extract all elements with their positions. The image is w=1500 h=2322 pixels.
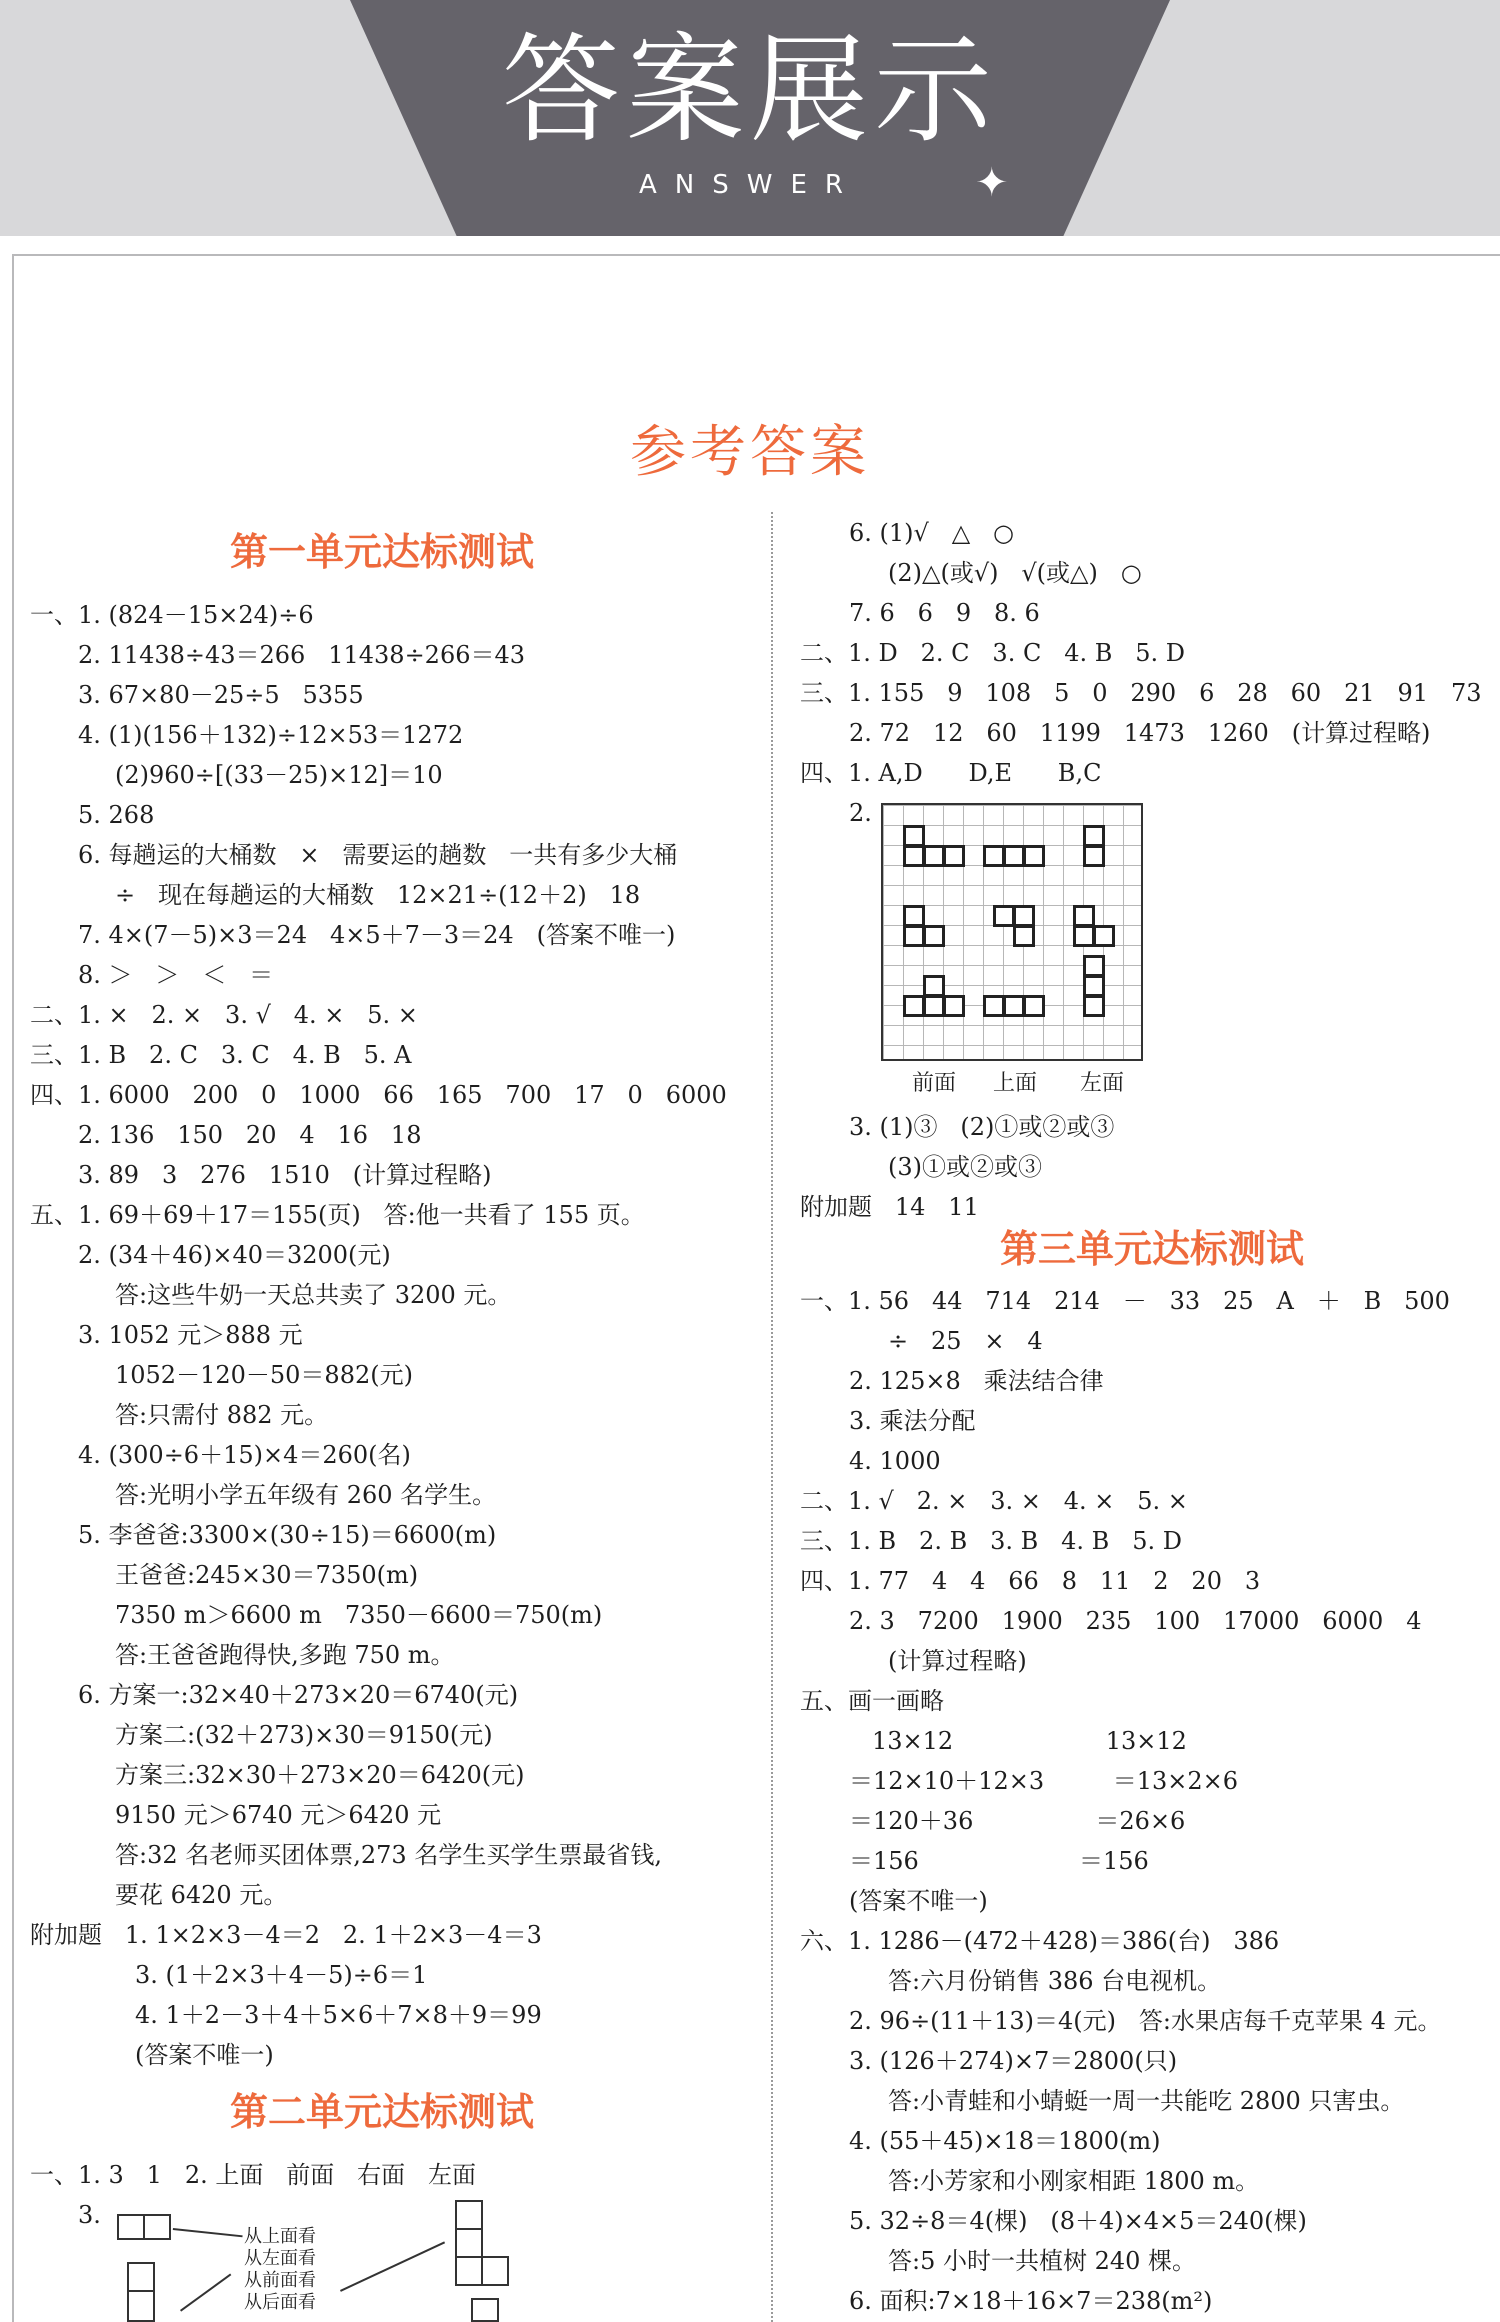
left-lines-line: 1052－120－50＝882(元) — [115, 1361, 413, 1389]
left-lines-line: 6. 方案一:32×40＋273×20＝6740(元) — [78, 1681, 519, 1709]
view-grid — [881, 803, 1143, 1061]
left-lines-line: 3. 89 3 276 1510 (计算过程略) — [78, 1161, 492, 1189]
right-lines-line: (2)△(或√) √(或△) ○ — [888, 559, 1142, 587]
left-lines-line: 8. ＞ ＞ ＜ ＝ — [78, 961, 274, 989]
right-lines3-line: 2. 3 7200 1900 235 100 17000 6000 4 — [849, 1607, 1422, 1635]
left-lines-line: 答:32 名老师买团体票,273 名学生买学生票最省钱, — [115, 1841, 662, 1869]
left-lines-line: 四、1. 6000 200 0 1000 66 165 700 17 0 6000 — [30, 1081, 727, 1109]
right-lines3-line: ＝120＋36 ＝26×6 — [849, 1807, 1186, 1835]
left-lines-line: 一、1. (824－15×24)÷6 — [30, 601, 314, 629]
right-lines3-line: 一、1. 56 44 714 214 － 33 25 A ＋ B 500 — [800, 1287, 1450, 1315]
left-lines-line: (答案不唯一) — [135, 2041, 274, 2069]
left-lines-line: 答:只需付 882 元。 — [115, 1401, 329, 1429]
right-lines3-line: 2. 125×8 乘法结合律 — [849, 1367, 1104, 1395]
left-lines-line: 4. (1)(156＋132)÷12×53＝1272 — [78, 721, 464, 749]
right-lines3-line: 答:六月份销售 386 台电视机。 — [888, 1967, 1222, 1995]
right-lines-line: 2. 72 12 60 1199 1473 1260 (计算过程略) — [849, 719, 1431, 747]
left-lines-line: 要花 6420 元。 — [115, 1881, 288, 1909]
right-lines-line: 7. 6 6 9 8. 6 — [849, 599, 1040, 627]
unit2-title: 第二单元达标测试 — [230, 2089, 535, 2134]
right-lines3-line: 4. 1000 — [849, 1447, 941, 1475]
unit1-title: 第一单元达标测试 — [230, 529, 535, 574]
r2-line-2: (3)①或②或③ — [888, 1153, 1042, 1181]
left-lines-line: 王爸爸:245×30＝7350(m) — [115, 1561, 419, 1589]
right-lines3-line: 6. 面积:7×18＋16×7＝238(m²) — [849, 2287, 1213, 2315]
left-lines-line: 6. 每趟运的大桶数 × 需要运的趟数 一共有多少大桶 — [78, 841, 678, 869]
page-title: 参考答案 — [630, 420, 870, 485]
right-lines3-line: 2. 96÷(11＋13)＝4(元) 答:水果店每千克苹果 4 元。 — [849, 2007, 1442, 2035]
right-lines-line: 四、1. A,D D,E B,C — [800, 759, 1102, 787]
unit3-title: 第三单元达标测试 — [1000, 1226, 1305, 1271]
left-lines-line: 3. 1052 元＞888 元 — [78, 1321, 303, 1349]
left-lines-line: 9150 元＞6740 元＞6420 元 — [115, 1801, 442, 1829]
view-tag-front: 从前面看 — [244, 2270, 316, 2291]
right-lines3-line: ÷ 25 × 4 — [888, 1327, 1043, 1355]
right-lines3-line: 3. (126＋274)×7＝2800(只) — [849, 2047, 1178, 2075]
view-tag-left: 从左面看 — [244, 2248, 316, 2269]
right-lines3-line: (答案不唯一) — [849, 1887, 988, 1915]
sparkle-icon: ✦ — [975, 160, 1009, 206]
left-lines-line: 2. 11438÷43＝266 11438÷266＝43 — [78, 641, 526, 669]
left-lines-line: 五、1. 69＋69＋17＝155(页) 答:他一共看了 155 页。 — [30, 1201, 645, 1229]
view-tag-back: 从后面看 — [244, 2292, 316, 2313]
left-lines-line: 答:光明小学五年级有 260 名学生。 — [115, 1481, 497, 1509]
right-lines-line: 三、1. 155 9 108 5 0 290 6 28 60 21 91 73 — [800, 679, 1482, 707]
grid-label-front: 前面 — [912, 1071, 957, 1096]
left-lines-line: 2. (34＋46)×40＝3200(元) — [78, 1241, 391, 1269]
right-lines3-line: 三、1. B 2. B 3. B 4. B 5. D — [800, 1527, 1182, 1555]
right-lines3-line: 五、画一画略 — [800, 1687, 944, 1715]
grid-label-top: 上面 — [993, 1071, 1038, 1096]
left-lines-line: 7. 4×(7－5)×3＝24 4×5＋7－3＝24 (答案不唯一) — [78, 921, 676, 949]
right-lines-line: 二、1. D 2. C 3. C 4. B 5. D — [800, 639, 1186, 667]
left-lines-line: (2)960÷[(33－25)×12]＝10 — [115, 761, 443, 789]
right-lines3-line: 答:小青蛙和小蜻蜓一周一共能吃 2800 只害虫。 — [888, 2087, 1405, 2115]
banner-subtitle: ANSWER — [639, 170, 861, 200]
right-lines-line: 6. (1)√ △ ○ — [849, 519, 1014, 547]
left-lines-line: 5. 268 — [78, 801, 155, 829]
left-lines-line: 答:王爸爸跑得快,多跑 750 m。 — [115, 1641, 455, 1669]
left-lines-line: 4. (300÷6＋15)×4＝260(名) — [78, 1441, 411, 1469]
left-lines-line: 7350 m＞6600 m 7350－6600＝750(m) — [115, 1601, 603, 1629]
right-lines3-line: (计算过程略) — [888, 1647, 1027, 1675]
right-lines3-line: ＝156 ＝156 — [849, 1847, 1149, 1875]
unit2-line-1: 一、1. 3 1 2. 上面 前面 右面 左面 — [30, 2161, 477, 2189]
answer-banner — [0, 0, 1500, 236]
left-lines-line: 3. 67×80－25÷5 5355 — [78, 681, 364, 709]
right-lines3-line: 13×12 13×12 — [872, 1727, 1187, 1755]
left-lines-line: 附加题 1. 1×2×3－4＝2 2. 1＋2×3－4＝3 — [30, 1921, 542, 1949]
banner-title: 答案展示 — [501, 21, 998, 159]
r2-line-1: 3. (1)③ (2)①或②或③ — [849, 1113, 1115, 1141]
right-lines3-line: 4. (55＋45)×18＝1800(m) — [849, 2127, 1161, 2155]
right-lines3-line: 答:5 小时一共植树 240 棵。 — [888, 2247, 1197, 2275]
right-lines3-line: 四、1. 77 4 4 66 8 11 2 20 3 — [800, 1567, 1261, 1595]
left-lines-line: 方案二:(32＋273)×30＝9150(元) — [115, 1721, 493, 1749]
left-lines-line: 4. 1＋2－3＋4＋5×6＋7×8＋9＝99 — [135, 2001, 542, 2029]
left-lines-line: 5. 李爸爸:3300×(30÷15)＝6600(m) — [78, 1521, 497, 1549]
column-divider — [771, 512, 773, 2322]
left-lines-line: 答:这些牛奶一天总共卖了 3200 元。 — [115, 1281, 512, 1309]
grid-label-left: 左面 — [1080, 1071, 1125, 1096]
right-lines3-line: 3. 乘法分配 — [849, 1407, 976, 1435]
right-lines3-line: 5. 32÷8＝4(棵) (8＋4)×4×5＝240(棵) — [849, 2207, 1307, 2235]
left-lines-line: 三、1. B 2. C 3. C 4. B 5. A — [30, 1041, 412, 1069]
right-lines3-line: ＝12×10＋12×3 ＝13×2×6 — [849, 1767, 1239, 1795]
view-tag-top: 从上面看 — [244, 2226, 316, 2247]
right-lines3-line: 二、1. √ 2. × 3. × 4. × 5. × — [800, 1487, 1188, 1515]
unit2-line-2: 3. — [78, 2201, 101, 2229]
right-lines-line: 2. — [849, 799, 872, 827]
left-lines-line: 方案三:32×30＋273×20＝6420(元) — [115, 1761, 525, 1789]
left-lines-line: 3. (1＋2×3＋4－5)÷6＝1 — [135, 1961, 428, 1989]
left-lines-line: 2. 136 150 20 4 16 18 — [78, 1121, 422, 1149]
right-lines3-line: 六、1. 1286－(472＋428)＝386(台) 386 — [800, 1927, 1280, 1955]
r2-line-3: 附加题 14 11 — [800, 1193, 979, 1221]
left-lines-line: ÷ 现在每趟运的大桶数 12×21÷(12＋2) 18 — [115, 881, 641, 909]
right-lines3-line: 答:小芳家和小刚家相距 1800 m。 — [888, 2167, 1260, 2195]
left-lines-line: 二、1. × 2. × 3. √ 4. × 5. × — [30, 1001, 418, 1029]
